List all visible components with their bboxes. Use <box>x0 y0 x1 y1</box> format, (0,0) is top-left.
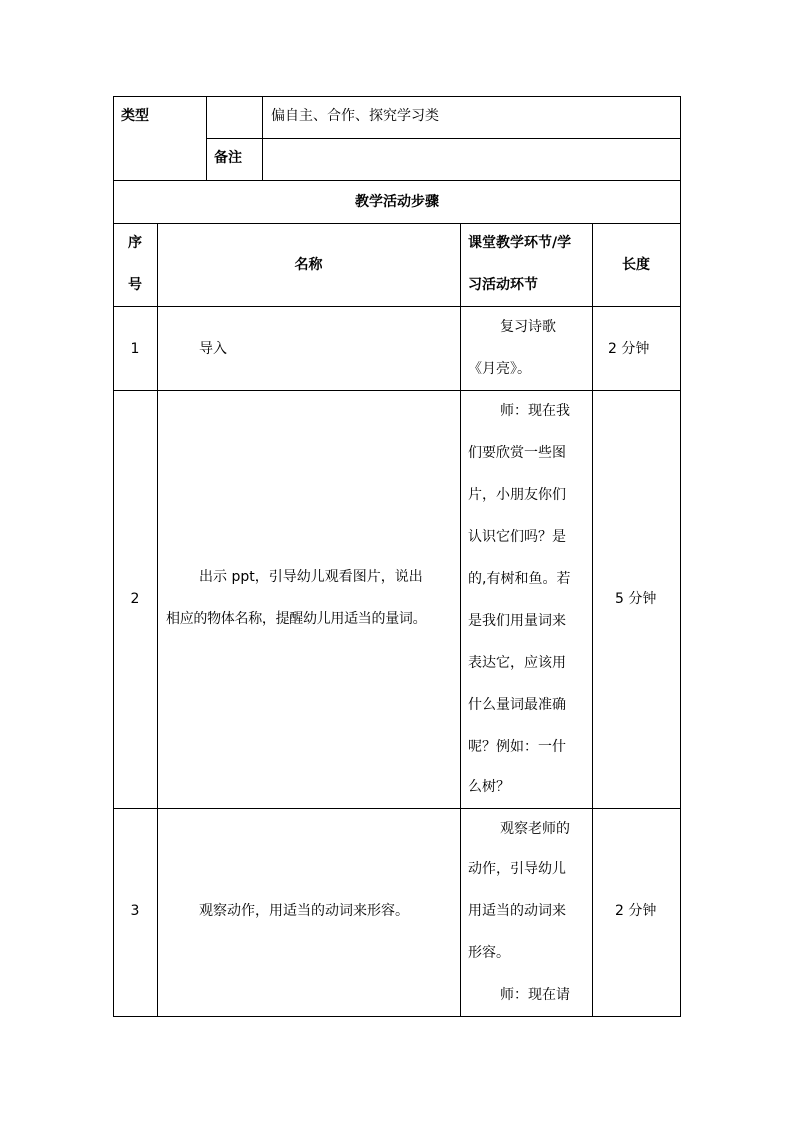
table-border-bottom <box>113 1016 681 1017</box>
row2-name-line1: 出示 ppt，引导幼儿观看图片，说出 <box>199 569 423 585</box>
table-border-left <box>113 96 114 1017</box>
col-header-name: 名称 <box>294 257 323 273</box>
row3-stage-line5: 师：现在请 <box>500 987 570 1003</box>
row2-duration: 5 分钟 <box>615 591 657 607</box>
row3-name-line1: 观察动作，用适当的动词来形容。 <box>199 903 409 919</box>
row-divider-type <box>206 138 681 139</box>
col-header-seq-line2: 号 <box>128 277 142 293</box>
row3-stage-line3: 用适当的动词来 <box>468 903 566 919</box>
row2-stage-line2: 们要欣赏一些图 <box>468 445 566 461</box>
row3-duration: 2 分钟 <box>615 903 657 919</box>
row-divider-1 <box>113 390 681 391</box>
row1-duration: 2 分钟 <box>608 341 650 357</box>
col-header-stage-line1: 课堂教学环节/学 <box>468 235 572 251</box>
row-divider-section <box>113 223 681 224</box>
row2-stage-line10: 么树？ <box>468 779 510 795</box>
col-divider-name <box>460 223 461 1017</box>
row2-stage-line4: 认识它们吗？是 <box>468 529 566 545</box>
row-divider-columns <box>113 306 681 307</box>
row2-stage-line7: 表达它，应该用 <box>468 655 566 671</box>
col-divider-seq <box>157 223 158 1017</box>
table-border-top <box>113 96 681 97</box>
row2-seq: 2 <box>130 591 140 607</box>
row2-stage-line1: 师：现在我 <box>500 403 570 419</box>
row2-stage-line6: 是我们用量词来 <box>468 613 566 629</box>
row2-stage-line9: 呢？例如：一什 <box>468 739 566 755</box>
row2-stage-line5: 的,有树和鱼。若 <box>468 571 571 587</box>
row3-seq: 3 <box>130 903 140 919</box>
row2-stage-line8: 什么量词最准确 <box>468 697 566 713</box>
row-divider-2 <box>113 808 681 809</box>
row3-stage-line4: 形容。 <box>468 945 510 961</box>
col-header-duration: 长度 <box>622 257 650 273</box>
col-header-stage-line2: 习活动环节 <box>468 277 538 293</box>
type-label: 类型 <box>121 108 149 124</box>
row3-stage-line2: 动作，引导幼儿 <box>468 861 566 877</box>
row1-seq: 1 <box>130 341 140 357</box>
type-value: 偏自主、合作、探究学习类 <box>271 108 439 124</box>
row2-name-line2: 相应的物体名称，提醒幼儿用适当的量词。 <box>166 611 427 627</box>
remarks-label: 备注 <box>214 150 242 166</box>
row3-stage-line1: 观察老师的 <box>500 821 570 837</box>
col-divider-stage <box>592 223 593 1017</box>
table-border-right <box>680 96 681 1017</box>
header-divider-2 <box>262 96 263 181</box>
row-divider-header <box>113 180 681 181</box>
section-title: 教学活动步骤 <box>355 194 439 210</box>
row1-stage-line2: 《月亮》。 <box>468 361 531 377</box>
header-divider-1 <box>206 96 207 181</box>
row1-stage-line1: 复习诗歌 <box>500 319 556 335</box>
row2-stage-line3: 片，小朋友你们 <box>468 487 566 503</box>
row1-name-line1: 导入 <box>199 341 227 357</box>
col-header-seq-line1: 序 <box>128 235 142 251</box>
